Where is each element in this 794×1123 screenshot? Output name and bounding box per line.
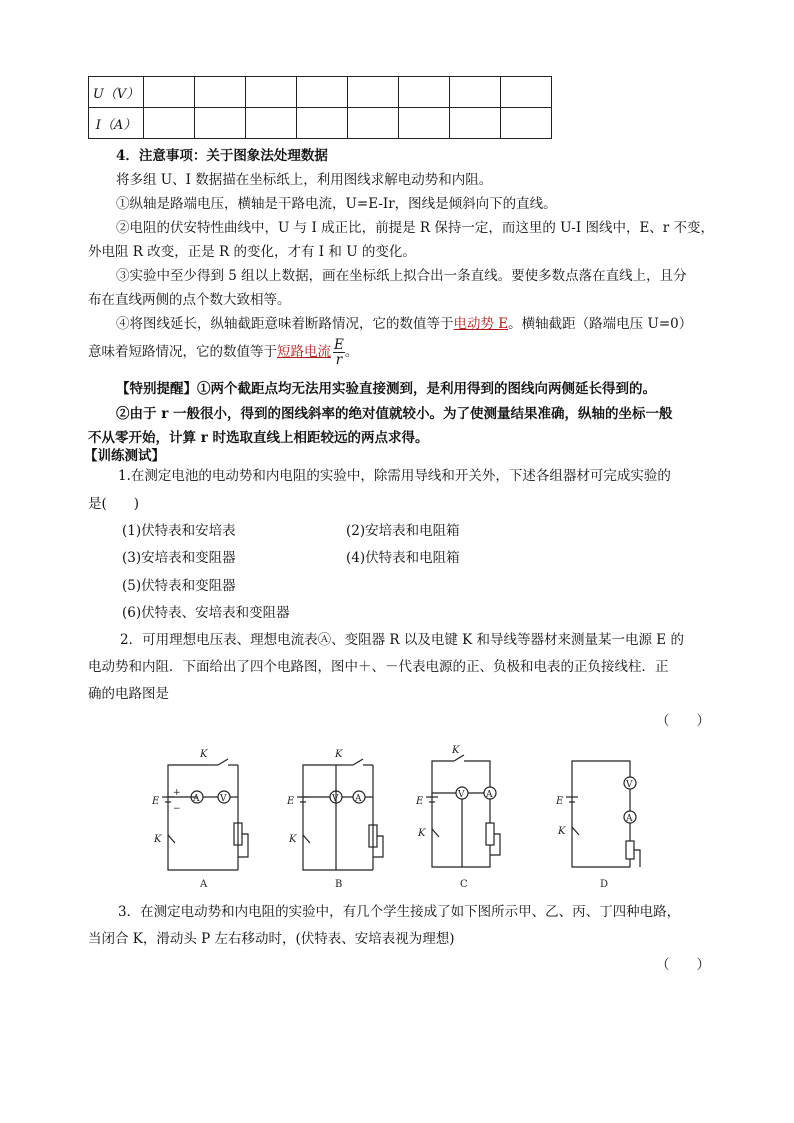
reminder-line: ②由于 r 一般很小，得到的图线斜率的绝对值就较小。为了使测量结果准确，纵轴的坐标一般 [116,406,673,422]
reminder-line: 【特别提醒】①两个截距点均无法用实验直接测到，是利用得到的图线向两侧延长得到的。 [116,381,656,397]
rheostat-icon [626,841,634,859]
question-3-cont: 当闭合 K，滑动头 P 左右移动时，(伏特表、安培表视为理想) [88,931,455,947]
question-1: 1.在测定电池的电动势和内电阻的实验中，除需用导线和开关外，下述各组器材可完成实验的 [118,468,671,484]
question-2-cont: 确的电路图是 [88,686,169,702]
circuit-label-a: A [200,879,208,890]
label-k: K [558,826,566,837]
switch-k [218,759,228,765]
label-e: E [152,796,160,807]
question-1-cont: 是( ) [88,496,140,512]
label-e: E [287,796,295,807]
circuit-label-b: B [335,879,343,890]
paragraph: ②电阻的伏安特性曲线中，U 与 I 成正比，前提是 R 保持一定，而这里的 U-I 图线中，E、r 不变， [116,220,715,236]
training-heading: 【训练测试】 [84,448,165,464]
circuit-d [555,761,640,890]
highlight-short-current: 短路电流 [277,344,331,360]
data-table [88,76,552,139]
fraction-e-over-r [333,338,345,367]
table-cell [144,108,195,139]
label-v: V [458,790,465,800]
table-cell [399,108,450,139]
label-k: K [452,745,460,756]
circuit-label-d: D [600,879,609,890]
table-row [89,108,552,139]
table-cell [501,108,552,139]
fraction-numerator: E [334,337,344,353]
text: 。 [344,344,359,360]
question-2-cont: 电动势和内阻．下面给出了四个电路图，图中＋、－代表电源的正、负极和电表的正负接线柱．正 [88,659,669,675]
label-e: E [556,796,564,807]
label-v: V [332,794,339,804]
label-a: A [486,790,493,800]
row-label-i: I（A） [89,108,144,139]
question-2: 2．可用理想电压表、理想电流表Ⓐ、变阻器 R 以及电键 K 和导线等器材来测量某一电源 E 的 [120,632,684,648]
question-3: 3．在测定电动势和内电阻的实验中，有几个学生接成了如下图所示甲、乙、丙、丁四种电路， [118,904,681,920]
answer-blank: （ ） [656,957,710,973]
paragraph: 将多组 U、I 数据描在坐标纸上，利用图线求解电动势和内阻。 [116,172,493,188]
table-cell [246,77,297,108]
section-heading: 4．注意事项：关于图象法处理数据 [116,148,328,164]
label-v: V [626,780,633,790]
paragraph: 外电阻 R 改变，正是 R 的变化，才有 I 和 U 的变化。 [88,244,416,260]
label-a: A [193,794,200,804]
option: (6)伏特表、安培表和变阻器 [122,605,290,621]
table-cell [450,108,501,139]
label-v: V [220,794,227,804]
label-k: K [154,834,162,845]
paragraph: ①纵轴是路端电压，横轴是干路电流，U=E-Ir，图线是倾斜向下的直线。 [116,196,557,212]
answer-blank: （ ） [656,713,710,729]
label-k: K [418,828,426,839]
text: 意味着短路情况，它的数值等于 [88,344,277,360]
table-cell [144,77,195,108]
reminder-line: 不从零开始，计算 r 时选取直线上相距较远的两点求得。 [88,430,429,446]
option: (1)伏特表和安培表 [122,523,236,539]
table-cell [297,77,348,108]
circuit-c [415,745,500,890]
circuit-b [286,749,383,890]
label-k: K [200,749,208,760]
table-cell [450,77,501,108]
option: (4)伏特表和电阻箱 [346,550,460,566]
table-cell [348,108,399,139]
circuit-label-c: C [460,879,468,890]
circuit-a [151,749,248,890]
table-cell [501,77,552,108]
table-cell [195,108,246,139]
option: (3)安培表和变阻器 [122,550,236,566]
paragraph [88,332,358,372]
label-a: A [626,814,633,824]
table-cell [195,77,246,108]
option: (5)伏特表和变阻器 [122,578,236,594]
label-e: E [416,796,424,807]
circuit-diagrams [140,745,660,895]
paragraph: ③实验中至少得到 5 组以上数据，画在坐标纸上拟合出一条直线。要使多数点落在直线上，且分 [116,268,687,284]
plus-sign: + [173,788,181,798]
label-a: A [355,794,362,804]
paragraph: 布在直线两侧的点个数大致相等。 [88,292,291,308]
table-cell [348,77,399,108]
fraction-denominator: r [335,352,343,368]
table-cell [246,108,297,139]
row-label-u: U（V） [89,77,144,108]
switch-k2 [168,835,175,843]
table-cell [297,108,348,139]
rheostat-icon [486,823,494,845]
text: 。横轴截距（路端电压 U=0） [508,316,693,332]
minus-sign: − [173,804,181,814]
table-row [89,77,552,108]
text: ④将图线延长，纵轴截距意味着断路情况，它的数值等于 [116,316,454,332]
paragraph [116,314,692,334]
label-k: K [289,834,297,845]
option: (2)安培表和电阻箱 [346,523,460,539]
label-k: K [335,749,343,760]
highlight-emf: 电动势 E [453,316,509,332]
table-cell [399,77,450,108]
